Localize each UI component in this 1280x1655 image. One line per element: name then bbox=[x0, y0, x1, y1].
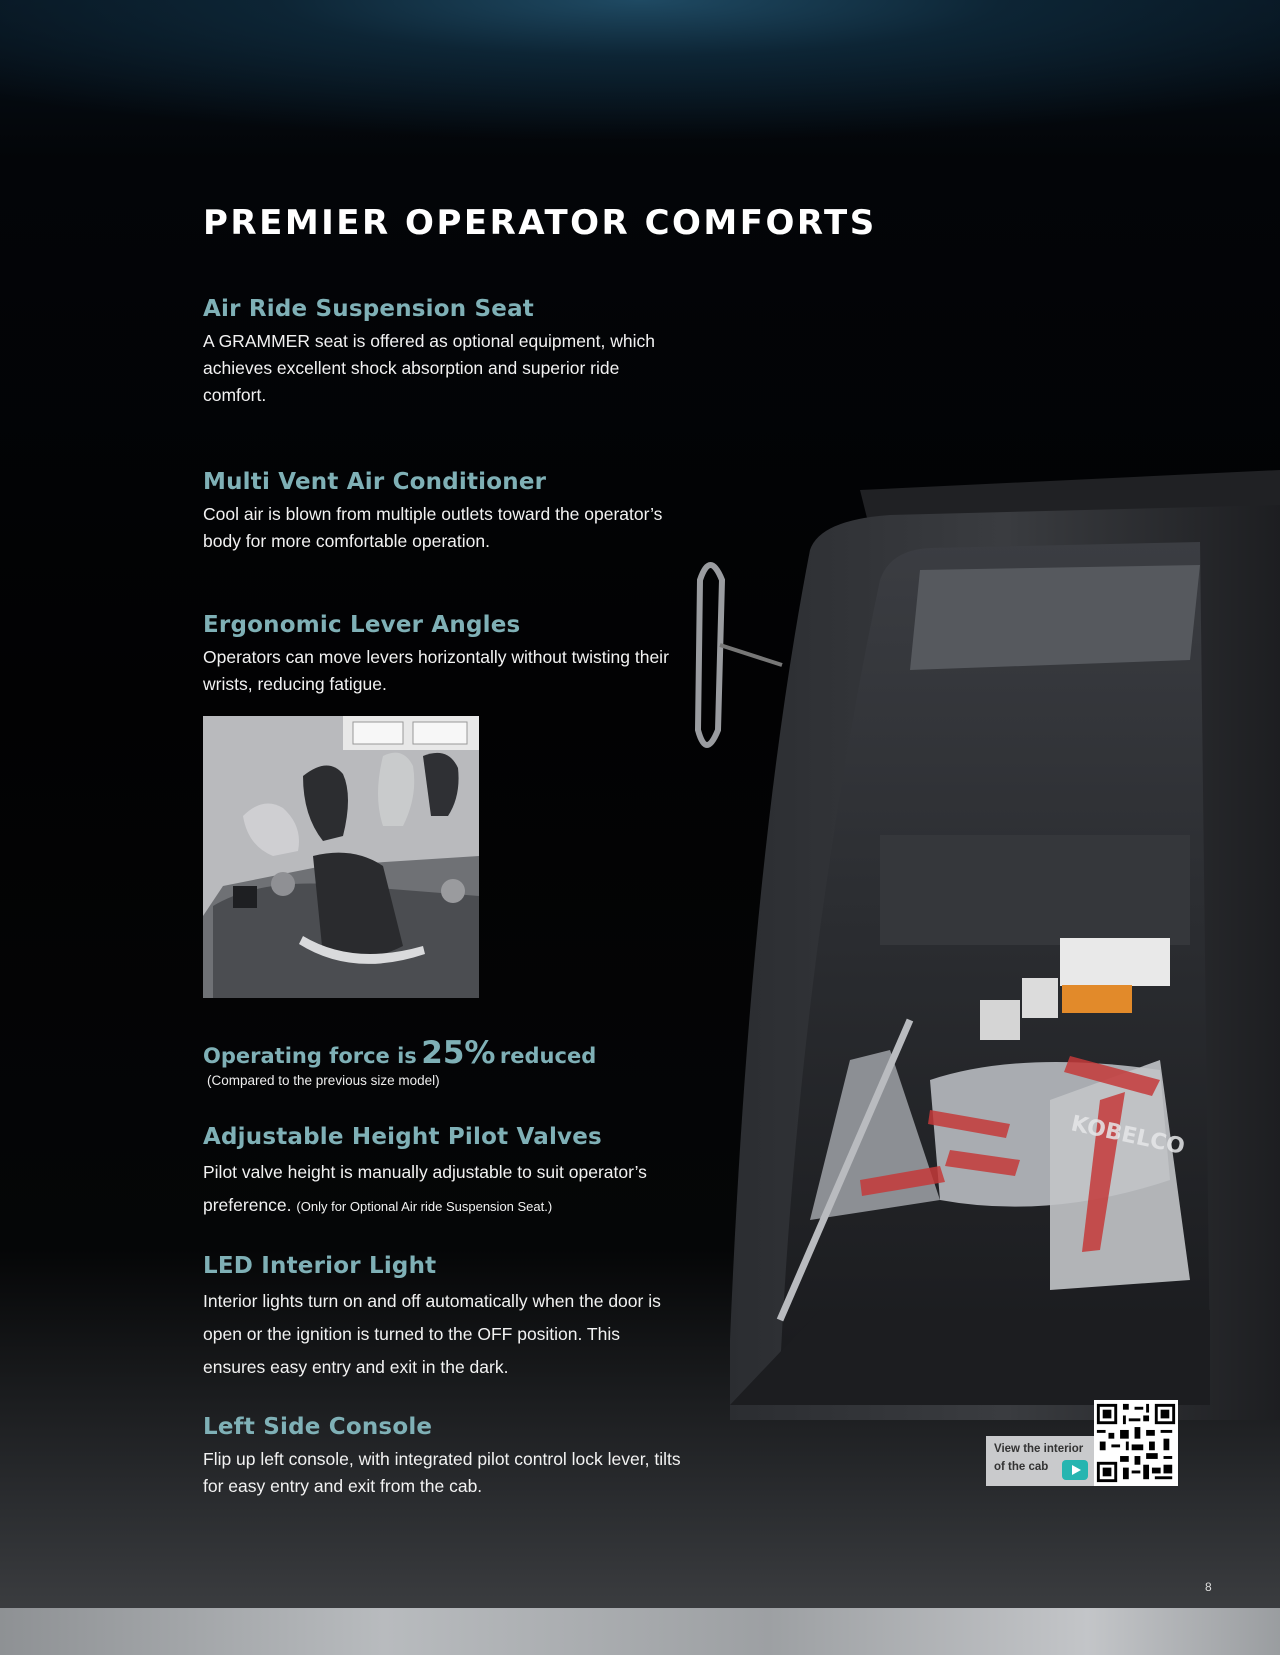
operating-force-callout bbox=[203, 1035, 596, 1088]
section-heading: Air Ride Suspension Seat bbox=[203, 296, 535, 322]
section-body: Interior lights turn on and off automatically when the door is open or the ignition is turned to the OFF position. This ensures easy entry and exit in the dark. bbox=[203, 1291, 661, 1377]
operating-force-prefix: Operating force is bbox=[203, 1044, 417, 1068]
page-number: 8 bbox=[1205, 1580, 1212, 1594]
qr-label-line2: of the cab bbox=[994, 1461, 1049, 1473]
qr-code-icon bbox=[1094, 1400, 1178, 1486]
section-body: A GRAMMER seat is offered as optional equipment, which achieves excellent shock absorption and superior ride comfort. bbox=[203, 331, 655, 405]
section-heading: Adjustable Height Pilot Valves bbox=[203, 1124, 602, 1150]
page-title: PREMIER OPERATOR COMFORTS bbox=[203, 203, 877, 243]
section-air-conditioner bbox=[203, 469, 683, 555]
section-heading: LED Interior Light bbox=[203, 1253, 437, 1279]
qr-label-line1: View the interior bbox=[994, 1443, 1084, 1455]
section-heading: Multi Vent Air Conditioner bbox=[203, 469, 547, 495]
section-note: (Only for Optional Air ride Suspension Seat.) bbox=[296, 1199, 553, 1214]
operating-force-note: (Compared to the previous size model) bbox=[207, 1073, 440, 1088]
section-body-text: Pilot valve height is manually adjustable to suit operator’s preference. bbox=[203, 1162, 647, 1215]
qr-code-link[interactable] bbox=[986, 1400, 1178, 1488]
qr-label bbox=[986, 1436, 1094, 1486]
operating-force-suffix: reduced bbox=[499, 1044, 597, 1068]
operating-force-value: 25% bbox=[421, 1035, 496, 1071]
bottom-metal-band bbox=[0, 1608, 1280, 1655]
section-body bbox=[203, 1156, 683, 1223]
section-left-console bbox=[203, 1414, 683, 1500]
section-air-ride-seat bbox=[203, 296, 683, 409]
section-body: Flip up left console, with integrated pilot control lock lever, tilts for easy entry and exit from the cab. bbox=[203, 1449, 681, 1496]
section-pilot-valves bbox=[203, 1124, 683, 1223]
section-lever-angles bbox=[203, 612, 683, 698]
section-heading: Ergonomic Lever Angles bbox=[203, 612, 521, 638]
cab-illustration bbox=[690, 460, 1280, 1510]
lever-photo bbox=[203, 716, 479, 998]
section-heading: Left Side Console bbox=[203, 1414, 433, 1440]
play-icon bbox=[1062, 1460, 1088, 1480]
section-body: Operators can move levers horizontally without twisting their wrists, reducing fatigue. bbox=[203, 647, 669, 694]
section-body: Cool air is blown from multiple outlets toward the operator’s body for more comfortable operation. bbox=[203, 504, 663, 551]
cab-decal: KOBELCO bbox=[1068, 1111, 1187, 1160]
section-led-light bbox=[203, 1253, 683, 1384]
